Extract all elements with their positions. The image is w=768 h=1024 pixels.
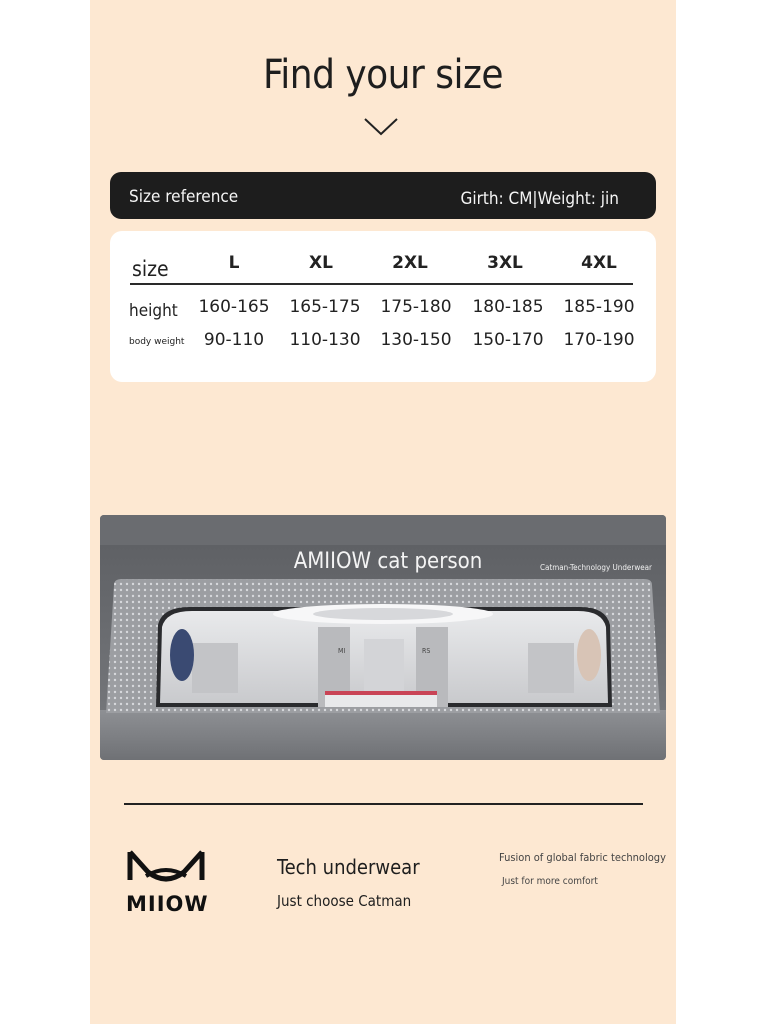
row-label-height: height <box>129 301 178 321</box>
table-cell: 130-150 <box>380 330 452 350</box>
units-label: Girth: CM|Weight: jin <box>460 189 619 209</box>
table-cell: 180-185 <box>472 297 544 317</box>
size-reference-label: Size reference <box>129 187 239 207</box>
size-reference-bar <box>110 172 656 219</box>
logo-text: MIIOW <box>126 892 209 916</box>
store-subsign: Catman-Technology Underwear <box>539 563 652 572</box>
note-comfort: Just for more comfort <box>502 876 598 887</box>
row-label-body-weight: body weight <box>129 337 185 347</box>
footer-divider <box>124 803 643 805</box>
table-cell: 165-175 <box>289 297 361 317</box>
note-fabric: Fusion of global fabric technology <box>499 851 666 864</box>
table-cell: 170-190 <box>563 330 635 350</box>
column-header: 3XL <box>487 253 523 273</box>
column-header: XL <box>309 253 333 273</box>
header-divider <box>130 283 633 285</box>
page-panel <box>90 0 676 1024</box>
size-corner-label: size <box>132 257 169 281</box>
page-title: Find your size <box>263 52 503 98</box>
column-header: 2XL <box>392 253 428 273</box>
table-cell: 150-170 <box>472 330 544 350</box>
size-table <box>110 231 656 382</box>
miiow-logo <box>126 846 209 916</box>
store-sign: AMIIOW cat person <box>293 549 483 574</box>
store-window-sign-left: MI <box>338 647 346 655</box>
table-cell: 185-190 <box>563 297 635 317</box>
table-cell: 160-165 <box>198 297 270 317</box>
table-cell: 175-180 <box>380 297 452 317</box>
tagline-main: Tech underwear <box>277 855 420 879</box>
column-header: 4XL <box>581 253 617 273</box>
store-window-sign-right: RS <box>422 647 431 655</box>
tagline-sub: Just choose Catman <box>277 892 412 910</box>
store-photo <box>100 515 666 760</box>
cat-ears-icon <box>126 846 206 890</box>
table-cell: 90-110 <box>203 330 265 350</box>
column-header: L <box>228 253 240 273</box>
table-cell: 110-130 <box>289 330 361 350</box>
chevron-down-icon <box>363 117 399 137</box>
